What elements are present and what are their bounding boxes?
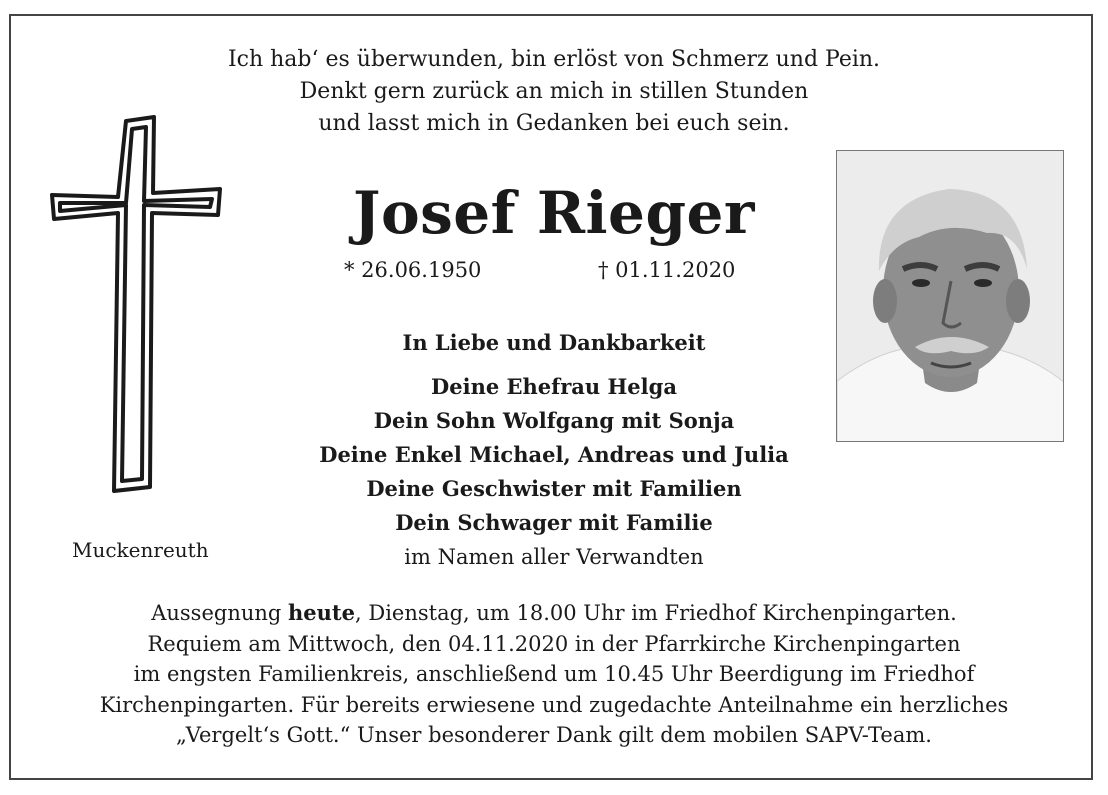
footer-line: Requiem am Mittwoch, den 04.11.2020 in der Pfarrkirche Kirchenpingarten: [147, 631, 961, 656]
footer-line: Kirchenpingarten. Für bereits erwiesene und zugedachte Anteilnahme ein herzliches: [99, 692, 1009, 717]
poem-line: Ich hab‘ es überwunden, bin erlöst von Schmerz und Pein.: [227, 47, 881, 72]
mourner-line: Dein Schwager mit Familie: [395, 510, 713, 535]
place-of-residence: Muckenreuth: [72, 538, 209, 562]
footer-text: Aussegnung: [151, 601, 289, 625]
footer-emphasis: heute: [288, 600, 355, 625]
mourner-line: Deine Ehefrau Helga: [431, 374, 677, 399]
birth-date: * 26.06.1950: [344, 258, 482, 282]
service-information: [0, 598, 1108, 751]
footer-line: im engsten Familienkreis, anschließend um 10.45 Uhr Beerdigung im Friedhof: [133, 662, 975, 686]
mourner-line: Deine Geschwister mit Familien: [366, 476, 742, 501]
mourners-closing: im Namen aller Verwandten: [404, 545, 704, 569]
poem-line: und lasst mich in Gedanken bei euch sein.: [318, 111, 790, 136]
deceased-name: Josef Rieger: [353, 179, 755, 247]
poem-line: Denkt gern zurück an mich in stillen Stunden: [299, 79, 809, 104]
mourner-line: Dein Sohn Wolfgang mit Sonja: [373, 408, 735, 433]
death-date: † 01.11.2020: [598, 258, 736, 282]
footer-line: [0, 598, 1108, 629]
footer-text: , Dienstag, um 18.00 Uhr im Friedhof Kirchenpingarten.: [355, 601, 957, 625]
footer-line: „Vergelt‘s Gott.“ Unser besonderer Dank gilt dem mobilen SAPV-Team.: [176, 723, 932, 747]
thanks-heading: In Liebe und Dankbarkeit: [402, 330, 706, 355]
mourner-line: Deine Enkel Michael, Andreas und Julia: [319, 442, 789, 467]
